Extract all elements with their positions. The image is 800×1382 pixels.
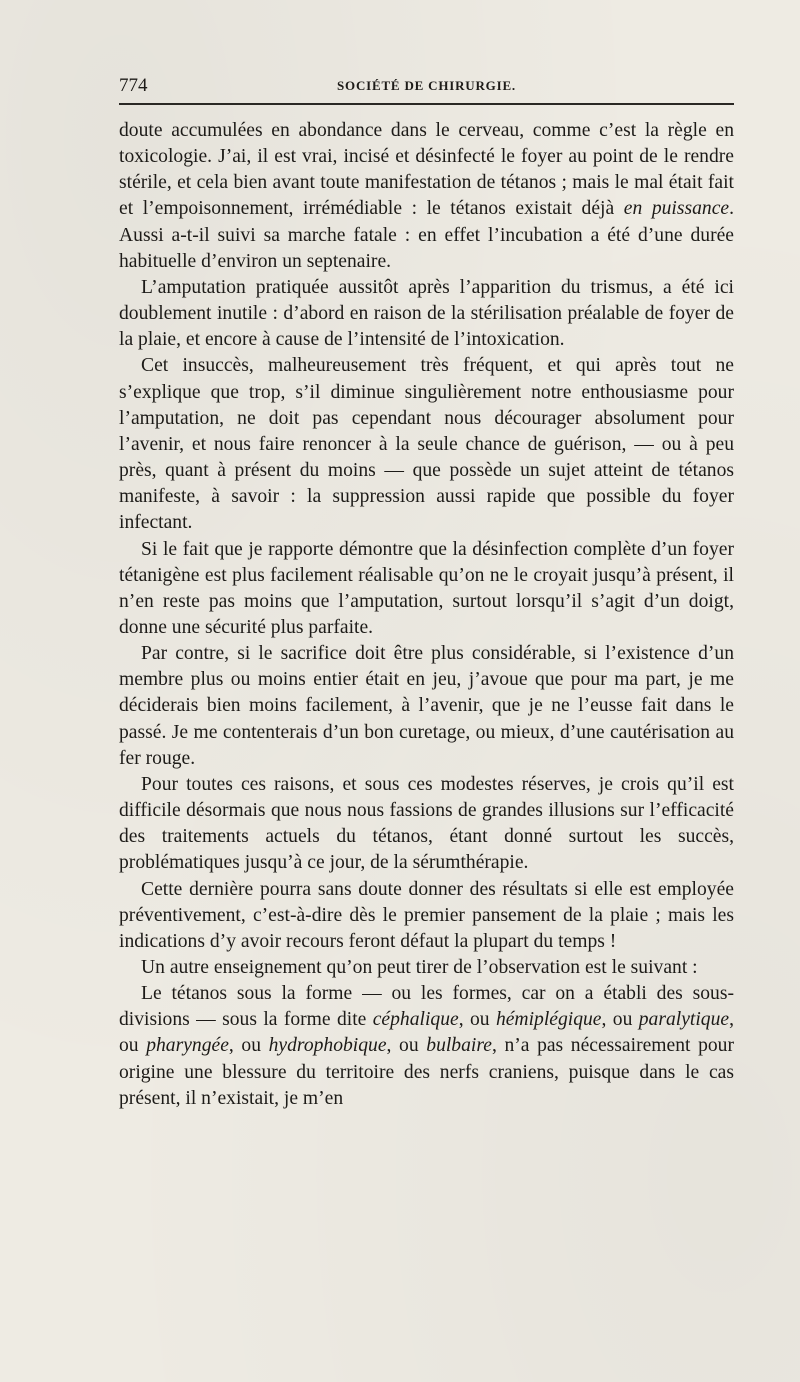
- running-title: SOCIÉTÉ DE CHIRURGIE.: [337, 78, 516, 93]
- italic-text: bulbaire: [426, 1035, 492, 1057]
- italic-text: hydrophobique: [268, 1035, 387, 1057]
- paragraph: [119, 353, 734, 536]
- text-run: Pour toutes ces raisons, et sous ces modestes réserves, je crois qu’il est difficile désormais que nous nous fassions de grandes illusions sur l’efficacité des traitements actuels du tétanos, étant donné surtout les succès, problématiques jusqu’à ce jour, de la sérumthérapie.: [119, 773, 734, 874]
- text-run: Le tétanos sous la forme — ou les formes, car on a établi des sous-divisions — sous la forme dite: [119, 983, 734, 1031]
- italic-text: hémiplégique: [495, 1009, 602, 1031]
- paragraph: [119, 981, 734, 1112]
- paragraph: [119, 537, 734, 642]
- header-rule: [119, 103, 734, 105]
- text-run: , ou: [601, 1009, 639, 1031]
- paragraph: [119, 772, 734, 877]
- text-run: , ou: [119, 1009, 734, 1057]
- paragraph: [119, 275, 734, 353]
- text-run: Si le fait que je rapporte démontre que la désinfection complète d’un foyer tétanigène est plus facilement réalisable qu’on ne le croyait jusqu’à présent, il n’en reste pas moins que l’amputation, surtout lorsqu’il s’agit d’un doigt, donne une sécurité plus parfaite.: [119, 538, 734, 638]
- paragraph: [119, 118, 734, 275]
- text-run: L’amputation pratiquée aussitôt après l’apparition du trismus, a été ici doublement inutile : d’abord en raison de la stérilisation préalable de foyer de la plaie, et encore à cause de l’intensité de l’intoxication.: [119, 276, 734, 351]
- text-run: , ou: [228, 1035, 269, 1057]
- italic-text: céphalique: [372, 1009, 459, 1031]
- text-run: , ou: [458, 1009, 496, 1031]
- text-run: Cette dernière pourra sans doute donner des résultats si elle est employée préventivement, c’est-à-dire dès le premier pansement de la plaie ; mais les indications d’y avoir recours feront défaut la plupart du temps !: [119, 878, 734, 952]
- text-run: Par contre, si le sacrifice doit être plus considérable, si l’existence d’un membre plus ou moins entier était en jeu, j’avoue que pour ma part, je me déciderais bien moins facilement, à l’avenir, que je ne l’eusse fait dans le passé. Je me contenterais d’un bon curetage, ou mieux, d’une cautérisation au fer rouge.: [119, 643, 734, 769]
- paragraph: [119, 877, 734, 955]
- text-run: doute accumulées en abondance dans le cerveau, comme c’est la règle en toxicologie. J’ai, il est vrai, incisé et désinfecté le foyer au point de le rendre stérile, et cela bien avant toute manifestation de tétanos ; mais le mal était fait et l’empoisonnement, irrémédiable : le tétanos existait déjà: [119, 120, 734, 220]
- text-run: , ou: [386, 1035, 427, 1057]
- italic-text: pharyngée: [146, 1035, 229, 1057]
- text-run: , n’a pas nécessairement pour origine une blessure du territoire des nerfs craniens, puisque dans le cas présent, il n’existait, je m’en: [119, 1035, 734, 1109]
- body-text: [119, 118, 734, 1112]
- text-run: . Aussi a-t-il suivi sa marche fatale : en effet l’incubation a été d’une durée habituelle d’environ un septenaire.: [119, 198, 734, 272]
- page-header: [119, 72, 734, 102]
- italic-text: paralytique: [638, 1009, 730, 1031]
- paragraph: [119, 955, 734, 981]
- page-number: 774: [119, 75, 148, 96]
- text-run: Un autre enseignement qu’on peut tirer de l’observation est le suivant :: [141, 957, 698, 978]
- text-run: Cet insuccès, malheureusement très fréquent, et qui après tout ne s’explique que trop, s’il diminue singulièrement notre enthousiasme pour l’amputation, ne doit pas cependant nous décourager absolument pour l’avenir, et nous faire renoncer à la seule chance de guérison, — ou à peu près, quant à présent du moins — que possède un sujet atteint de tétanos manifeste, à savoir : la suppression aussi rapide que possible du foyer infectant.: [119, 355, 734, 534]
- italic-text: en puissance: [623, 198, 730, 220]
- paragraph: [119, 641, 734, 772]
